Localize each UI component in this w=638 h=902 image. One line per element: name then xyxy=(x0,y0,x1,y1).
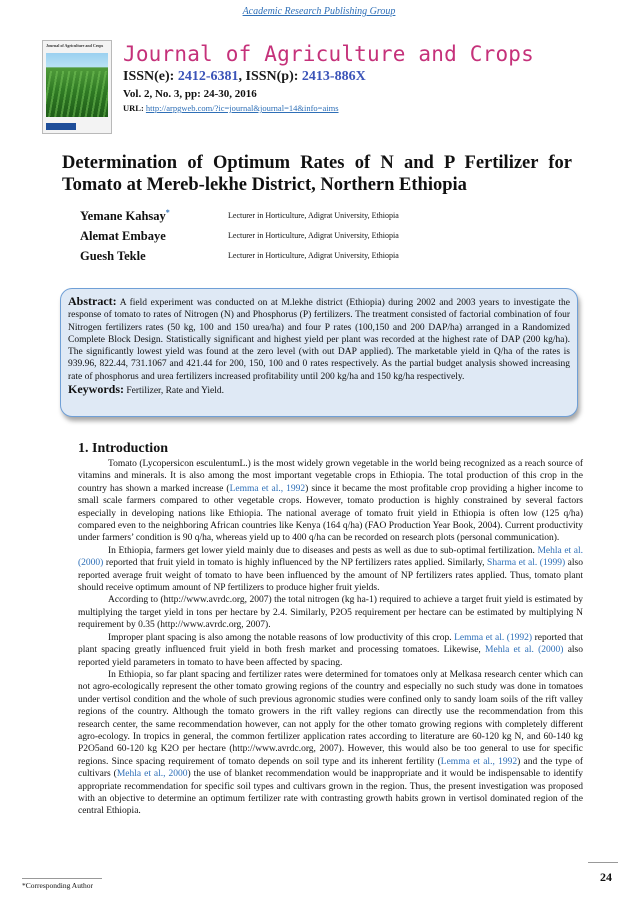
keywords-label: Keywords: xyxy=(68,382,124,397)
page-number: 24 xyxy=(600,870,612,884)
keywords-line xyxy=(68,383,570,397)
issn-p-label: , ISSN(p): xyxy=(238,69,302,84)
citation-link[interactable]: Mehla et al. (2000) xyxy=(485,645,564,656)
section-heading: 1. Introduction xyxy=(78,441,168,456)
abstract-box xyxy=(60,288,578,417)
corresponding-mark[interactable]: * xyxy=(165,208,170,217)
paragraph: Tomato (Lycopersicon esculentumL.) is the most widely grown vegetable in the world being recognized as a reach source of vitamins and minerals. It is also among the most important vegetable crops in Ethiopia. The total production of this crop in the country has shown a marked increase (Lemma et al., 1992) since it became the most profitable crop providing a higher income to small scale farmers compared to other vegetable crops. However, tomato production is highly constrained by several factors especially in developing nations like Ethiopia. The national average of tomato fruit yield in Ethiopia is often low (125 q/ha) compared even to the neighboring African countries like Kenya (164 q/ha) (FAO Production Year Book, 2004). Current productivity under farmers’ condition is 90 q/ha, whereas yield up to 400 q/ha can be recorded on research plots (personal communication). xyxy=(78,459,584,544)
citation-link[interactable]: Lemma et al., 1992 xyxy=(229,483,306,494)
publisher-link[interactable]: Academic Research Publishing Group xyxy=(242,6,396,17)
author-name: Guesh Tekle xyxy=(80,249,146,263)
url-label: URL: xyxy=(123,103,146,113)
citation-link[interactable]: Mehla et al., 2000 xyxy=(116,769,188,780)
footnote: *Corresponding Author xyxy=(22,881,94,890)
page-number-rule xyxy=(588,862,618,863)
author-affiliation: Lecturer in Horticulture, Adigrat University, Ethiopia xyxy=(228,251,399,260)
author-affiliation: Lecturer in Horticulture, Adigrat University, Ethiopia xyxy=(228,211,399,220)
citation-link[interactable]: Mehla et al. (2000) xyxy=(78,545,584,569)
paragraph: Improper plant spacing is also among the notable reasons of low productivity of this crop. Lemma et al. (1992) reported that plant spacing greatly influenced fruit yield in both fresh market and processing tomatoes. Likewise, Mehla et al. (2000) also reported yield parameters in tomato to have been affected by spacing. xyxy=(78,632,583,668)
cover-title: Journal of Agriculture and Crops xyxy=(46,43,104,48)
paragraph: In Ethiopia, farmers get lower yield mainly due to diseases and pests as well as due to sub-optimal fertilization. Mehla et al. (2000) reported that fruit yield in tomato is highly influenced by the NP fertilizers rates applied. Similarly, Sharma et al. (1999) also reported average fruit weight of tomato to have been influenced by the amount of NP fertilizers rates applied. Thus, tomato plant should receive optimum amount of NP fertilizers to produce higher fruit yields. xyxy=(78,545,584,594)
cover-publisher-logo xyxy=(46,123,76,130)
journal-title: Journal of Agriculture and Crops xyxy=(123,42,534,66)
journal-url-line xyxy=(123,103,339,113)
paper-title: Determination of Optimum Rates of N and P Fertilizer for Tomato at Mereb-lekhe District, Northern Ethiopia xyxy=(62,153,572,195)
cover-field-photo xyxy=(46,53,108,117)
footnote-rule xyxy=(22,878,102,879)
abstract-text: A field experiment was conducted on at M.lekhe district (Ethiopia) during 2002 and 2003 years to investigate the response of tomato to rates of Nitrogen (N) and Phosphorus (P) fertilizers. The treatment consisted of factorial combination of four Nitrogen fertilizers rates (50 kg, 100 and 150 urea/ha) and four P rates (100,150 and 200 DAP/ha) arranged in a Randomized Complete Block Design. Statistically significant and highest yield per plant was recorded at the highest rate of DAP (200 kg/ha). The significantly lowest yield was found at the zero level (with out DAP applied). The marketable yield in Q/ha of the rates is 939.96, 822.44, 731.1067 and 421.44 for 200, 150, 100 and 0 rates respectively. As the partial budget analysis showed increasing rate of phosphorus and urea fertilizers increased profitability until 200 kg/ha and 150 kg/ha respectively. xyxy=(68,298,570,382)
introduction-body xyxy=(78,458,583,818)
author-name: Alemat Embaye xyxy=(80,229,166,243)
issn-line xyxy=(123,69,366,85)
citation-link[interactable]: Lemma et al., 1992 xyxy=(440,756,518,767)
paragraph: According to (http://www.avrdc.org, 2007) the total nitrogen (kg ha-1) required to achieve a target fruit yield is estimated by multiplying the target yield in tons per hectare by 2.4. Similarly, P2O5 requirement per hectare can be estimated by multiplying N requirement by 0.35 (http://www.avrdc.org, 2007). xyxy=(78,595,583,631)
journal-url-link[interactable]: http://arpgweb.com/?ic=journal&journal=14&info=aims xyxy=(145,103,339,113)
journal-cover-image xyxy=(42,40,112,134)
issn-p-value: 2413-886X xyxy=(301,69,366,84)
author-name: Yemane Kahsay* xyxy=(80,208,170,224)
author-affiliation: Lecturer in Horticulture, Adigrat University, Ethiopia xyxy=(228,231,399,240)
issn-e-value: 2412-6381 xyxy=(177,69,239,84)
abstract-label: Abstract: xyxy=(68,294,117,308)
citation-link[interactable]: Sharma et al. (1999) xyxy=(487,558,566,569)
volume-info: Vol. 2, No. 3, pp: 24-30, 2016 xyxy=(123,88,257,100)
citation-link[interactable]: Lemma et al. (1992) xyxy=(454,632,533,643)
keywords-text: Fertilizer, Rate and Yield. xyxy=(124,386,225,397)
issn-e-label: ISSN(e): xyxy=(123,69,178,84)
paragraph: In Ethiopia, so far plant spacing and fertilizer rates were determined for tomatoes only at Melkasa research center which can not agro-ecologically represent the other tomato growing regions of the country and especially no such study was done in tomatoes under vertisol condition and the whole of such previous agronomic studies were confined only to sandy loam soils of the rift valley regions of the country. Although the tomato growers in the rift valley regions can directly use the recommendation from this research center, the same recommendation however, can not apply for the other tomato growing regions with completely different agro-ecology. In tropics in general, the common fertilizer application rates according to literature are 60-120 kg N, and 60-140 kg P2O5and 60-120 kg K2O per hectare (http://www.avrdc.org, 2007). However, this would also be too general to use for specific regions. Since spacing requirement of tomato depends on soil type and its inherent fertility (Lemma et al., 1992) and the type of cultivars (Mehla et al., 2000) the use of blanket recommendation would be inappropriate and it would be indispensable to identify appropriate recommendation for specific soil types and cultivars grown in the region. Thus, the present investigation was proposed with an objective to determine an optimum fertilizer rate with contrasting growth habits grown in vertisol dominated region of the central Ethiopia. xyxy=(78,669,583,817)
